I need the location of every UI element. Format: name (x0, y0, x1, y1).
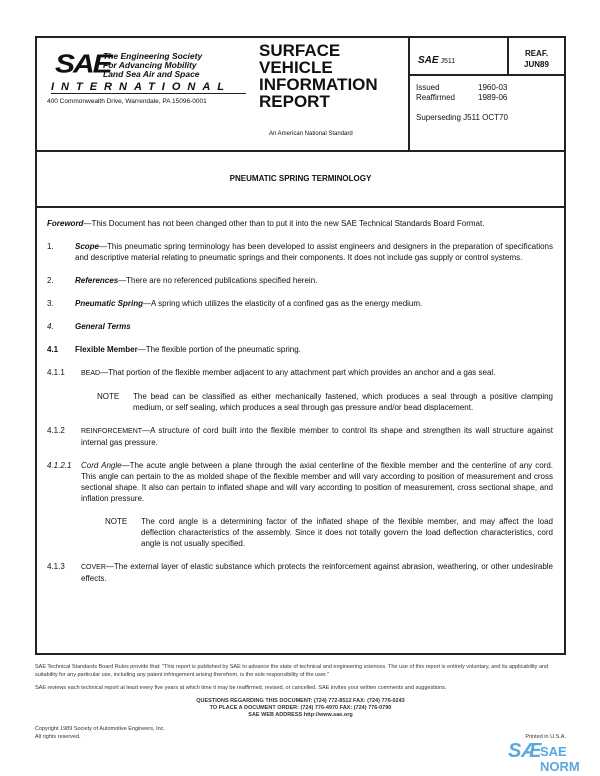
term: Cord Angle (81, 461, 122, 470)
term: General Terms (75, 322, 131, 331)
printed-in: Printed in U.S.A. (525, 734, 566, 740)
note (47, 391, 553, 413)
foreword (47, 218, 553, 229)
num: 4.1.2 (47, 426, 65, 435)
text: —This pneumatic spring terminology has been developed to assist engineers and designers in the preparation of specifications and descriptive material relating to pneumatic springs and their components. It does not include gas supply or control systems. (75, 242, 553, 262)
term: Scope (75, 242, 100, 251)
web-address[interactable]: SAE WEB ADDRESS http://www.sae.org (248, 712, 353, 718)
term: Foreword (47, 219, 84, 228)
num: 2. (47, 276, 54, 285)
section-4 (47, 321, 553, 332)
term: REINFORCEMENT (81, 428, 143, 435)
section-4-1 (47, 344, 553, 355)
tagline-line: For Advancing Mobility (103, 60, 197, 70)
section-4-1-2-1 (47, 460, 553, 504)
watermark-text: SAE NORM (540, 744, 580, 774)
note-label: NOTE (97, 392, 120, 401)
contact-info (35, 698, 566, 719)
note (47, 516, 553, 549)
issued-date: 1960-03 (478, 83, 508, 92)
footer (35, 663, 566, 741)
doc-number (410, 38, 509, 74)
issued-label: Issued (416, 83, 440, 92)
note-text: The bead can be classified as either mechanically fastened, which produces a seal through a positive clamping medium, or self sealing, which produces a seal through gas pressure and/or bead displacement. (133, 392, 553, 412)
header (37, 38, 564, 152)
num: 3. (47, 299, 54, 308)
note-text: The cord angle is a determining factor of the inflated shape of the flexible member, and may affect the load deflection characteristics of the assembly. Since it does not totally govern the load deflection characteristics, cord angle is not usually specified. (141, 517, 553, 548)
international-text: INTERNATIONAL (51, 81, 246, 94)
num: 1. (47, 242, 54, 251)
tagline-line: Land Sea Air and Space (103, 69, 200, 79)
term: BEAD (81, 370, 101, 377)
term: Flexible Member (75, 345, 138, 354)
text: —This Document has not been changed other than to put it into the new SAE Technical Standards Board Format. (83, 219, 485, 228)
section-3 (47, 298, 553, 309)
american-national-standard: An American National Standard (269, 131, 353, 137)
text: —The external layer of elastic substance which protects the reinforcement against abrasion, weathering, or other undesirable effects. (81, 562, 553, 583)
order-line: TO PLACE A DOCUMENT ORDER: (724) 776-4970 FAX: (724) 776-0790 (209, 705, 392, 711)
document-frame (35, 36, 566, 655)
section-2 (47, 275, 553, 286)
num: 4.1.1 (47, 368, 65, 377)
watermark-logo: SÆ (508, 740, 542, 762)
term: References (75, 276, 119, 285)
note-label: NOTE (105, 517, 128, 526)
issue-info (410, 76, 564, 123)
num: 4.1.2.1 (47, 461, 72, 470)
text: —That portion of the flexible member adjacent to any attachment part which provides an anchor and a gas seal. (100, 368, 496, 377)
num: 4. (47, 322, 54, 331)
tagline-line: The Engineering Society (103, 51, 203, 61)
rules-text: SAE Technical Standards Board Rules provide that: "This report is published by SAE to advance the state of technical and engineering sciences. The use of this report is entirely voluntary, and its applicability and suitability for any particular use, including any patent infringement arising therefrom, is the sole responsibility of the user." (35, 664, 549, 678)
section-4-1-3 (47, 561, 553, 584)
doc-info-column (408, 38, 564, 150)
text: —The acute angle between a plane through the axial centerline of the flexible member and the centerline of any cord. This angle can pertain to the as molded shape of the flexible member and will vary according to position of measurement and cross sectional shape. It also can pertain to inflated shape and will vary according to position of measurement, cross sectional shape, and inflation pressure. (81, 461, 553, 503)
title-line: REPORT (259, 92, 330, 111)
title-line: SURFACE (259, 41, 341, 60)
sae-small-logo: SAE (418, 55, 439, 66)
term: COVER (81, 564, 106, 571)
doc-number-text: J511 (440, 58, 456, 65)
num: 4.1.3 (47, 562, 65, 571)
text: —The flexible portion of the pneumatic spring. (137, 345, 301, 354)
sae-logo-text: SAE (55, 50, 111, 79)
review-text: SAE reviews each technical report at least every five years at which time it may be reaffirmed, revised, or cancelled. SAE invites your written comments and suggestions. (35, 685, 447, 691)
reaf-label: REAF. (524, 49, 549, 58)
text: —A spring which utilizes the elasticity of a confined gas as the energy medium. (143, 299, 423, 308)
society-tagline (103, 52, 202, 79)
document-title: PNEUMATIC SPRING TERMINOLOGY (37, 152, 564, 208)
superseding: Superseding J511 OCT70 (416, 113, 508, 122)
address: 400 Commonwealth Drive, Warrendale, PA 15096-0001 (47, 98, 207, 105)
rights: All rights reserved. (35, 734, 81, 740)
title-line: INFORMATION (259, 75, 378, 94)
section-4-1-2 (47, 425, 553, 448)
reaf-date: JUN89 (524, 60, 549, 69)
section-4-1-1 (47, 367, 553, 379)
text: —A structure of cord built into the flexible member to control its shape and strengthen its wall structure against internal gas pressure. (81, 426, 553, 447)
reaf-box (509, 38, 564, 74)
copyright: Copyright 1989 Society of Automotive Engineers, Inc. (35, 726, 165, 732)
reaffirmed-date: 1989-06 (478, 93, 508, 102)
section-1 (47, 241, 553, 263)
term: Pneumatic Spring (75, 299, 144, 308)
text: —There are no referenced publications specified herein. (118, 276, 318, 285)
report-type-title (259, 42, 378, 110)
reaffirmed-label: Reaffirmed (416, 93, 455, 102)
title-line: VEHICLE (259, 58, 333, 77)
document-body (47, 218, 553, 596)
num: 4.1 (47, 345, 59, 354)
questions-line: QUESTIONS REGARDING THIS DOCUMENT: (724) 772-8512 FAX: (724) 776-0243 (196, 698, 405, 704)
